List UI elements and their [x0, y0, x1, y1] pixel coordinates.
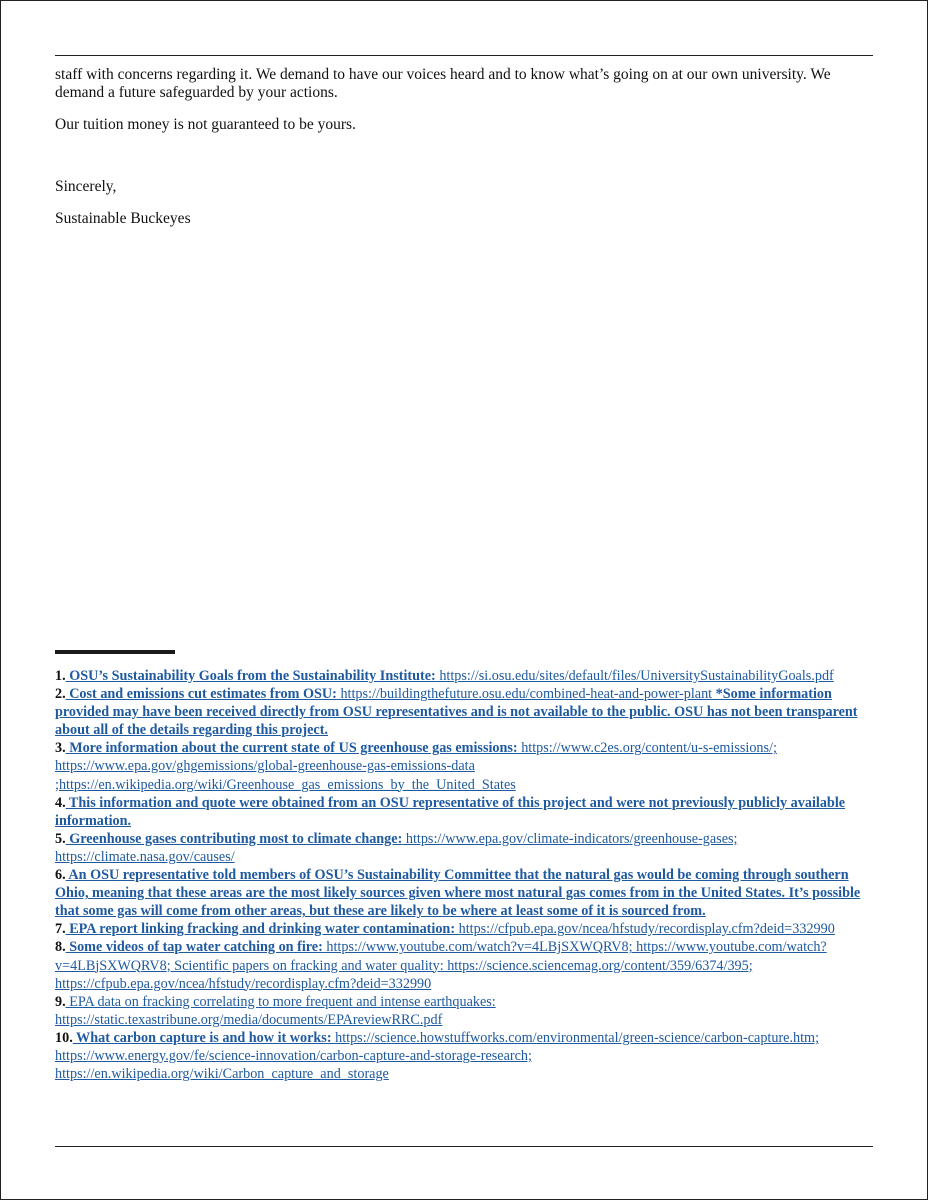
footnote-4 — [55, 794, 867, 830]
footnote-link-title[interactable]: OSU’s Sustainability Goals from the Sustainability Institute: — [65, 668, 436, 684]
footnote-number: 5. — [55, 830, 66, 847]
letter-signature: Sustainable Buckeyes — [55, 210, 191, 227]
footnote-number: 10. — [55, 1029, 73, 1046]
footnote-separator — [55, 650, 175, 654]
top-divider — [55, 55, 873, 56]
footnote-number: 9. — [55, 993, 66, 1010]
footnote-link-title[interactable]: Some videos of tap water catching on fire: — [65, 939, 323, 956]
letter-closing: Sincerely, — [55, 178, 117, 195]
footnote-url[interactable]: EPA data on fracking correlating to more frequent and intense earthquakes: https://static.texastribune.org/media/documents/EPAreviewRRC.pdf — [55, 993, 496, 1028]
footnote-link-title[interactable]: Greenhouse gases contributing most to climate change: — [65, 830, 403, 847]
footnote-url[interactable]: https://www.youtube.com/watch?v=4LBjSXWQRV8; https://www.youtube.com/watch?v=4LBjSXWQRV8; Scientific papers on fracking and water quality: https://science.sciencemag.org/content/359/6374/395; https://cfpub.epa.gov/ncea/hfstudy/recordisplay.cfm?deid=332990 — [55, 939, 827, 992]
footnote-url[interactable]: https://cfpub.epa.gov/ncea/hfstudy/recordisplay.cfm?deid=332990 — [455, 921, 835, 938]
footnote-1 — [55, 667, 867, 685]
footnote-link-title[interactable]: More information about the current state of US greenhouse gas emissions: — [65, 740, 518, 757]
footnote-link-title[interactable]: Cost and emissions cut estimates from OSU: — [65, 686, 337, 703]
footnote-link-title[interactable]: What carbon capture is and how it works: — [72, 1029, 332, 1046]
footnote-9 — [55, 993, 867, 1029]
footnotes-list — [55, 667, 867, 1083]
letter-paragraph: Our tuition money is not guaranteed to be yours. — [55, 116, 356, 133]
footnote-url[interactable]: https://science.howstuffworks.com/environmental/green-science/carbon-capture.htm; https://www.energy.gov/fe/science-innovation/carbon-capture-and-storage-research; https://en.wikipedia.org/wiki/Carbon_capture_and_storage — [55, 1029, 820, 1083]
footnote-6 — [55, 866, 867, 920]
letter-paragraph: staff with concerns regarding it. We demand to have our voices heard and to know what’s going on at our own university. We demand a future safeguarded by your actions. — [55, 66, 831, 101]
footnote-number: 8. — [55, 939, 66, 956]
footnote-link-title[interactable]: This information and quote were obtained from an OSU representative of this project and were not previously publicly available information. — [55, 794, 846, 829]
footnote-7 — [55, 920, 867, 938]
footnote-number: 3. — [55, 740, 66, 757]
footnote-2 — [55, 685, 867, 739]
footnote-number: 1. — [55, 668, 66, 684]
footnote-url[interactable]: https://si.osu.edu/sites/default/files/UniversitySustainabilityGoals.pdf — [435, 668, 834, 684]
bottom-divider — [55, 1146, 873, 1147]
footnote-number: 4. — [55, 794, 66, 811]
footnote-number: 2. — [55, 686, 66, 703]
footnote-10 — [55, 1029, 867, 1083]
footnote-url[interactable]: https://www.epa.gov/climate-indicators/greenhouse-gases; https://climate.nasa.gov/causes/ — [55, 830, 738, 865]
letter-body — [55, 66, 873, 228]
footnote-url[interactable]: https://buildingthefuture.osu.edu/combined-heat-and-power-plant — [336, 686, 713, 703]
footnote-link-title[interactable]: An OSU representative told members of OSU’s Sustainability Committee that the natural gas would be coming through southern Ohio, meaning that these areas are the most likely sources given where most natural gas comes from in the United States. It’s possible that some gas will come from other areas, but these are likely to be where at least some of it is sourced from. — [55, 867, 861, 920]
footnote-number: 6. — [55, 867, 66, 884]
footnote-8 — [55, 938, 867, 992]
footnote-note[interactable]: *Some information provided may have been received directly from OSU representatives and is not available to the public. OSU has not been transparent about all of the details regarding this project. — [55, 686, 858, 739]
footnote-number: 7. — [55, 921, 66, 938]
footnote-5 — [55, 830, 867, 866]
footnote-link-title[interactable]: EPA report linking fracking and drinking water contamination: — [65, 921, 456, 938]
footnote-url[interactable]: https://www.c2es.org/content/u-s-emissions/; https://www.epa.gov/ghgemissions/global-greenhouse-gas-emissions-data ;https://en.wikipedia.org/wiki/Greenhouse_gas_emissions_by_the_United_States — [55, 740, 777, 793]
footnote-3 — [55, 739, 867, 793]
